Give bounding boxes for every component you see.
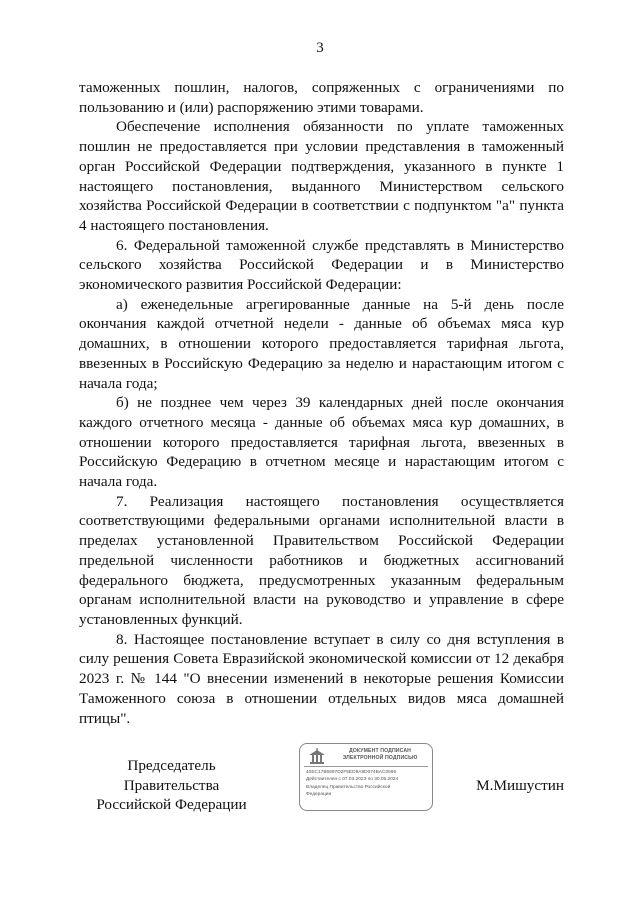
stamp-owner: Владелец Правительство Российской [306, 784, 391, 790]
paragraph: а) еженедельные агрегированные данные на 5-й день после окончания каждой отчетной недели - данные об объемах мяса кур домашних, в отношении которого предоставляется тарифная льгота, ввезенных в Российскую Федерацию за неделю и нарастающим итогом с начала года; [79, 295, 564, 392]
stamp-header [330, 748, 430, 762]
document-body [79, 78, 564, 728]
electronic-signature-stamp [299, 743, 433, 811]
signer-title-line: Российской Федерации [96, 796, 247, 814]
signature-block [79, 748, 564, 816]
stamp-header-line: ДОКУМЕНТ ПОДПИСАН [348, 748, 412, 754]
stamp-details [306, 769, 430, 799]
signer-name: М.Мишустин [476, 777, 564, 794]
emblem-icon [306, 748, 328, 766]
paragraph: 7. Реализация настоящего постановления осуществляется соответствующими федеральными органами исполнительной власти в пределах установленной Правительством Российской Федерации предельной численности работников и бюджетных ассигнований федерального бюджета, предусмотренных указанным федеральным органам исполнительной власти на руководство и управление в сфере установленных функций. [79, 492, 564, 628]
paragraph: б) не позднее чем через 39 календарных дней после окончания каждого отчетного месяца - данные об объемах мяса кур домашних, в отношении которого предоставляется тарифная льгота, ввезенных в Российскую Федерацию в отчетном месяце и нарастающим итогом с начала года. [79, 394, 564, 491]
stamp-validity: Действителен с 07.03.2023 по 30.05.2024 [306, 777, 399, 783]
paragraph: Обеспечение исполнения обязанности по уплате таможенных пошлин не предоставляется при условии представления в таможенный орган Российской Федерации подтверждения, указанного в пункте 1 настоящего постановления, выданного Министерством сельского хозяйства Российской Федерации в соответствии с подпунктом "а" пункта 4 настоящего постановления. [79, 118, 564, 234]
stamp-certificate: 40ЕС17В6697D2F5ED9A8D074BAC0596 [306, 770, 397, 775]
paragraph: 6. Федеральной таможенной службе представлять в Министерство сельского хозяйства Российской Федерации и в Министерство экономического развития Российской Федерации: [79, 236, 564, 294]
paragraph: таможенных пошлин, налогов, сопряженных с ограничениями по пользованию и (или) распоряжению этими товарами. [79, 79, 564, 116]
signer-title [79, 756, 264, 815]
stamp-divider [304, 766, 428, 767]
paragraph: 8. Настоящее постановление вступает в силу со дня вступления в силу решения Совета Евразийской экономической комиссии от 12 декабря 2023 г. № 144 "О внесении изменений в некоторые решения Комиссии Таможенного союза в отношении отдельных видов мяса домашней птицы". [79, 630, 564, 727]
page-number: 3 [316, 40, 324, 56]
signer-title-line: Председатель Правительства [123, 757, 220, 794]
stamp-owner: Федерации [306, 792, 332, 798]
stamp-header-line: ЭЛЕКТРОННОЙ ПОДПИСЬЮ [342, 755, 418, 761]
